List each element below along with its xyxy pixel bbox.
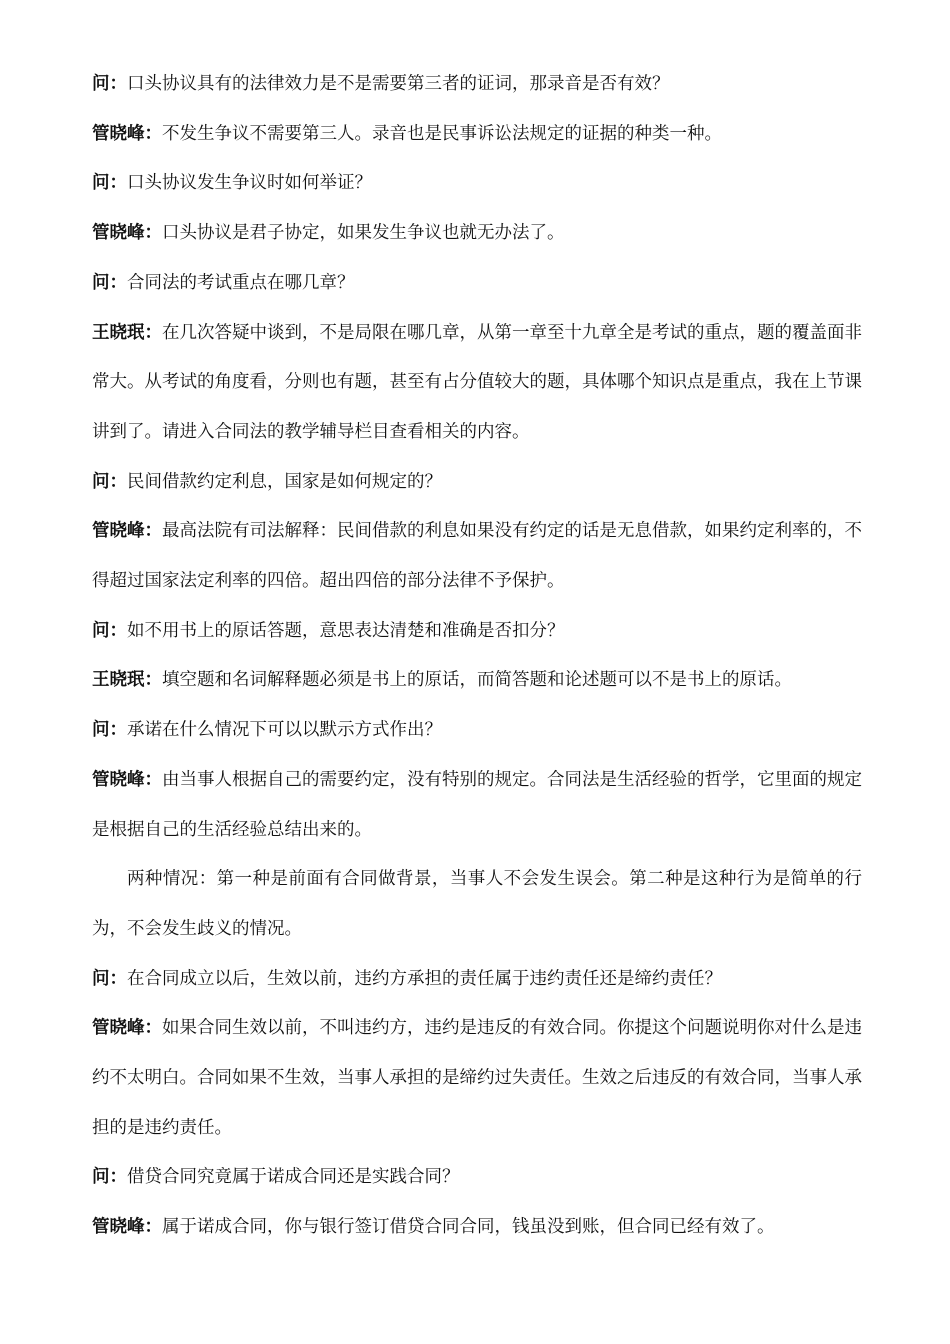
speaker-label: 问： — [92, 74, 127, 94]
qa-question — [92, 706, 862, 756]
speaker-label: 管晓峰： — [92, 1217, 162, 1238]
paragraph-text: 在合同成立以后，生效以前，违约方承担的责任属于违约责任还是缔约责任？ — [127, 968, 722, 989]
qa-question — [92, 1153, 862, 1203]
speaker-label: 王晓珉： — [92, 670, 162, 691]
paragraph-text: 在几次答疑中谈到，不是局限在哪几章，从第一章至十九章全是考试的重点，题的覆盖面非常大。从考试的角度看，分则也有题，甚至有占分值较大的题，具体哪个知识点是重点，我在上节课讲到了。请进入合同法的教学辅导栏目查看相关的内容。 — [92, 322, 862, 442]
paragraph-text: 不发生争议不需要第三人。录音也是民事诉讼法规定的证据的种类一种。 — [162, 123, 722, 144]
speaker-label: 问： — [92, 720, 127, 741]
qa-answer — [92, 1004, 862, 1153]
document-page — [92, 60, 862, 1253]
qa-question — [92, 607, 862, 657]
paragraph-text: 口头协议具有的法律效力是不是需要第三者的证词，那录音是否有效？ — [127, 74, 670, 94]
paragraph-text: 如不用书上的原话答题，意思表达清楚和准确是否扣分？ — [127, 620, 565, 641]
paragraph-text: 如果合同生效以前，不叫违约方，违约是违反的有效合同。你提这个问题说明你对什么是违约不太明白。合同如果不生效，当事人承担的是缔约过失责任。生效之后违反的有效合同，当事人承担的是违约责任。 — [92, 1018, 862, 1138]
paragraph-text: 承诺在什么情况下可以以默示方式作出？ — [127, 720, 442, 741]
paragraph-text: 民间借款约定利息，国家是如何规定的？ — [127, 471, 442, 492]
qa-answer — [92, 110, 862, 160]
speaker-label: 问： — [92, 173, 127, 194]
speaker-label: 管晓峰： — [92, 521, 162, 542]
qa-answer — [92, 756, 862, 855]
paragraph-text: 由当事人根据自己的需要约定，没有特别的规定。合同法是生活经验的哲学，它里面的规定是根据自己的生活经验总结出来的。 — [92, 769, 862, 840]
qa-answer — [92, 209, 862, 259]
paragraph-text: 借贷合同究竟属于诺成合同还是实践合同？ — [127, 1167, 460, 1188]
qa-answer — [92, 507, 862, 606]
speaker-label: 管晓峰： — [92, 123, 162, 144]
speaker-label: 问： — [92, 968, 127, 989]
qa-answer-continuation — [92, 855, 862, 954]
qa-question — [92, 458, 862, 508]
qa-question — [92, 955, 862, 1005]
speaker-label: 王晓珉： — [92, 322, 162, 343]
paragraph-text: 填空题和名词解释题必须是书上的原话，而简答题和论述题可以不是书上的原话。 — [162, 670, 792, 691]
speaker-label: 问： — [92, 272, 127, 293]
qa-answer — [92, 656, 862, 706]
paragraph-text: 合同法的考试重点在哪几章？ — [127, 272, 355, 293]
qa-answer — [92, 309, 862, 458]
paragraph-text: 最高法院有司法解释：民间借款的利息如果没有约定的话是无息借款，如果约定利率的，不得超过国家法定利率的四倍。超出四倍的部分法律不予保护。 — [92, 521, 862, 592]
qa-question — [92, 60, 862, 110]
paragraph-text: 口头协议发生争议时如何举证？ — [127, 173, 372, 194]
speaker-label: 问： — [92, 471, 127, 492]
speaker-label: 管晓峰： — [92, 1018, 162, 1039]
speaker-label: 问： — [92, 620, 127, 641]
qa-answer — [92, 1203, 862, 1253]
qa-question — [92, 259, 862, 309]
speaker-label: 管晓峰： — [92, 223, 162, 244]
paragraph-text: 属于诺成合同，你与银行签订借贷合同合同，钱虽没到账，但合同已经有效了。 — [162, 1217, 775, 1238]
paragraph-text: 口头协议是君子协定，如果发生争议也就无办法了。 — [162, 223, 565, 244]
paragraph-text: 两种情况：第一种是前面有合同做背景，当事人不会发生误会。第二种是这种行为是简单的行为，不会发生歧义的情况。 — [92, 869, 862, 939]
speaker-label: 管晓峰： — [92, 769, 162, 790]
qa-question — [92, 159, 862, 209]
speaker-label: 问： — [92, 1167, 127, 1188]
